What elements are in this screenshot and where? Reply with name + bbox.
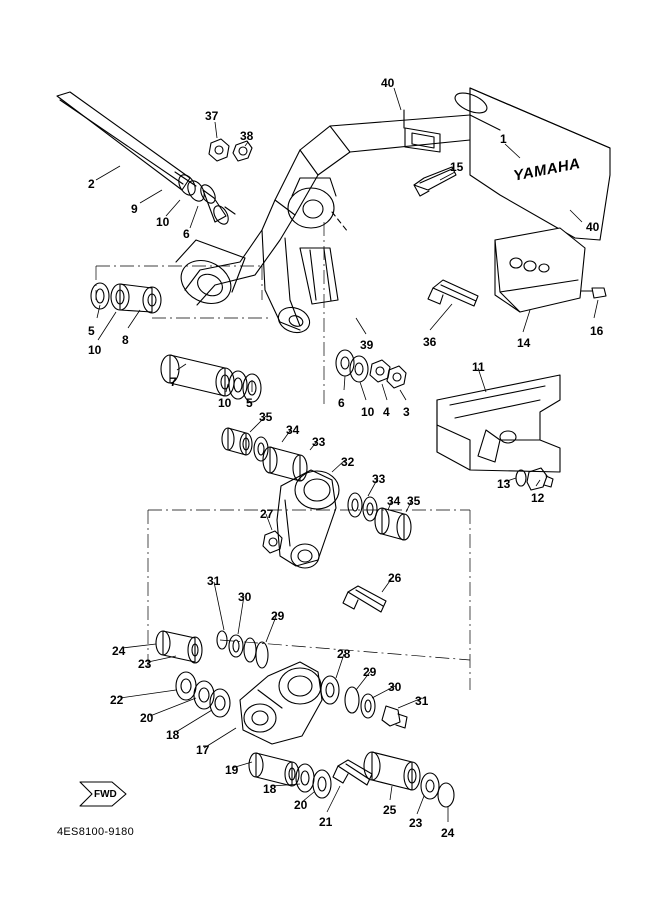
callout-number: 19 (225, 763, 239, 777)
callout-number: 29 (363, 665, 377, 679)
callout-number: 11 (472, 360, 485, 374)
callout-number: 24 (112, 644, 126, 658)
callout-number: 37 (205, 109, 219, 123)
connecting-rod-part17 (240, 662, 322, 744)
bolt-26 (343, 586, 386, 612)
callout-number: 34 (286, 423, 300, 437)
callout-number: 10 (88, 343, 102, 357)
swingarm-assembly (174, 88, 610, 337)
part-code-label: 4ES8100-9180 (57, 826, 134, 838)
callout-number: 10 (156, 215, 170, 229)
bearing-group-6-10-4-3 (336, 350, 406, 388)
callout-number: 1 (500, 132, 507, 146)
callout-number: 9 (131, 202, 138, 216)
callout-number: 5 (246, 396, 253, 410)
callout-number: 30 (388, 680, 402, 694)
callout-number: 22 (110, 693, 124, 707)
callout-number: 34 (387, 494, 401, 508)
callout-number: 31 (207, 574, 221, 588)
callout-number: 20 (294, 798, 308, 812)
callout-number: 31 (415, 694, 429, 708)
callout-number: 15 (450, 160, 464, 174)
relay-arm-part32 (277, 470, 339, 568)
callout-number: 6 (338, 396, 345, 410)
callout-number: 5 (88, 324, 95, 338)
callout-number: 12 (531, 491, 545, 505)
callout-number: 26 (388, 571, 402, 585)
callout-number: 29 (271, 609, 285, 623)
callout-number: 4 (383, 405, 390, 419)
callout-number: 18 (263, 782, 277, 796)
callout-number: 10 (218, 396, 232, 410)
collar-part25-group (364, 752, 454, 807)
callout-number: 13 (497, 477, 511, 491)
bearing-group-33-34-35-right (348, 493, 411, 540)
callout-number: 25 (383, 803, 397, 817)
callout-number: 20 (140, 711, 154, 725)
callout-number: 33 (372, 472, 386, 486)
callout-number: 6 (183, 227, 190, 241)
bolt-36 (428, 280, 478, 306)
callout-number: 10 (361, 405, 375, 419)
yamaha-brand-text: YAMAHA (512, 155, 582, 185)
callout-number: 27 (260, 507, 274, 521)
callout-number: 21 (319, 815, 333, 829)
bearing-group-24-23-22-20-18 (156, 631, 230, 717)
bolt-21 (333, 760, 372, 785)
callout-number: 7 (170, 375, 177, 389)
callout-number: 38 (240, 129, 254, 143)
shaft-hardware-group (175, 172, 235, 227)
callout-number: 16 (590, 324, 604, 338)
fwd-direction-label: FWD (94, 789, 117, 800)
callout-number: 3 (403, 405, 410, 419)
callout-number: 40 (586, 220, 600, 234)
callout-number: 40 (381, 76, 395, 90)
bearing-group-5-10-8 (91, 283, 161, 313)
callout-number: 32 (341, 455, 355, 469)
callout-number: 28 (337, 647, 351, 661)
callout-number: 18 (166, 728, 180, 742)
callout-number: 36 (423, 335, 437, 349)
callout-number: 24 (441, 826, 455, 840)
callout-number: 23 (409, 816, 423, 830)
callout-number: 35 (407, 494, 421, 508)
washer-group-31-30-29 (217, 631, 268, 668)
callout-number: 17 (196, 743, 210, 757)
callout-number: 30 (238, 590, 252, 604)
callout-number: 39 (360, 338, 374, 352)
callout-number: 35 (259, 410, 273, 424)
callout-number: 33 (312, 435, 326, 449)
callout-number: 8 (122, 333, 129, 347)
pivot-shaft-part2 (57, 92, 196, 190)
bolt-16 (581, 288, 606, 298)
callout-number: 23 (138, 657, 152, 671)
callout-number: 14 (517, 336, 531, 350)
chain-guide-part11 (437, 375, 560, 472)
callout-number: 2 (88, 177, 95, 191)
